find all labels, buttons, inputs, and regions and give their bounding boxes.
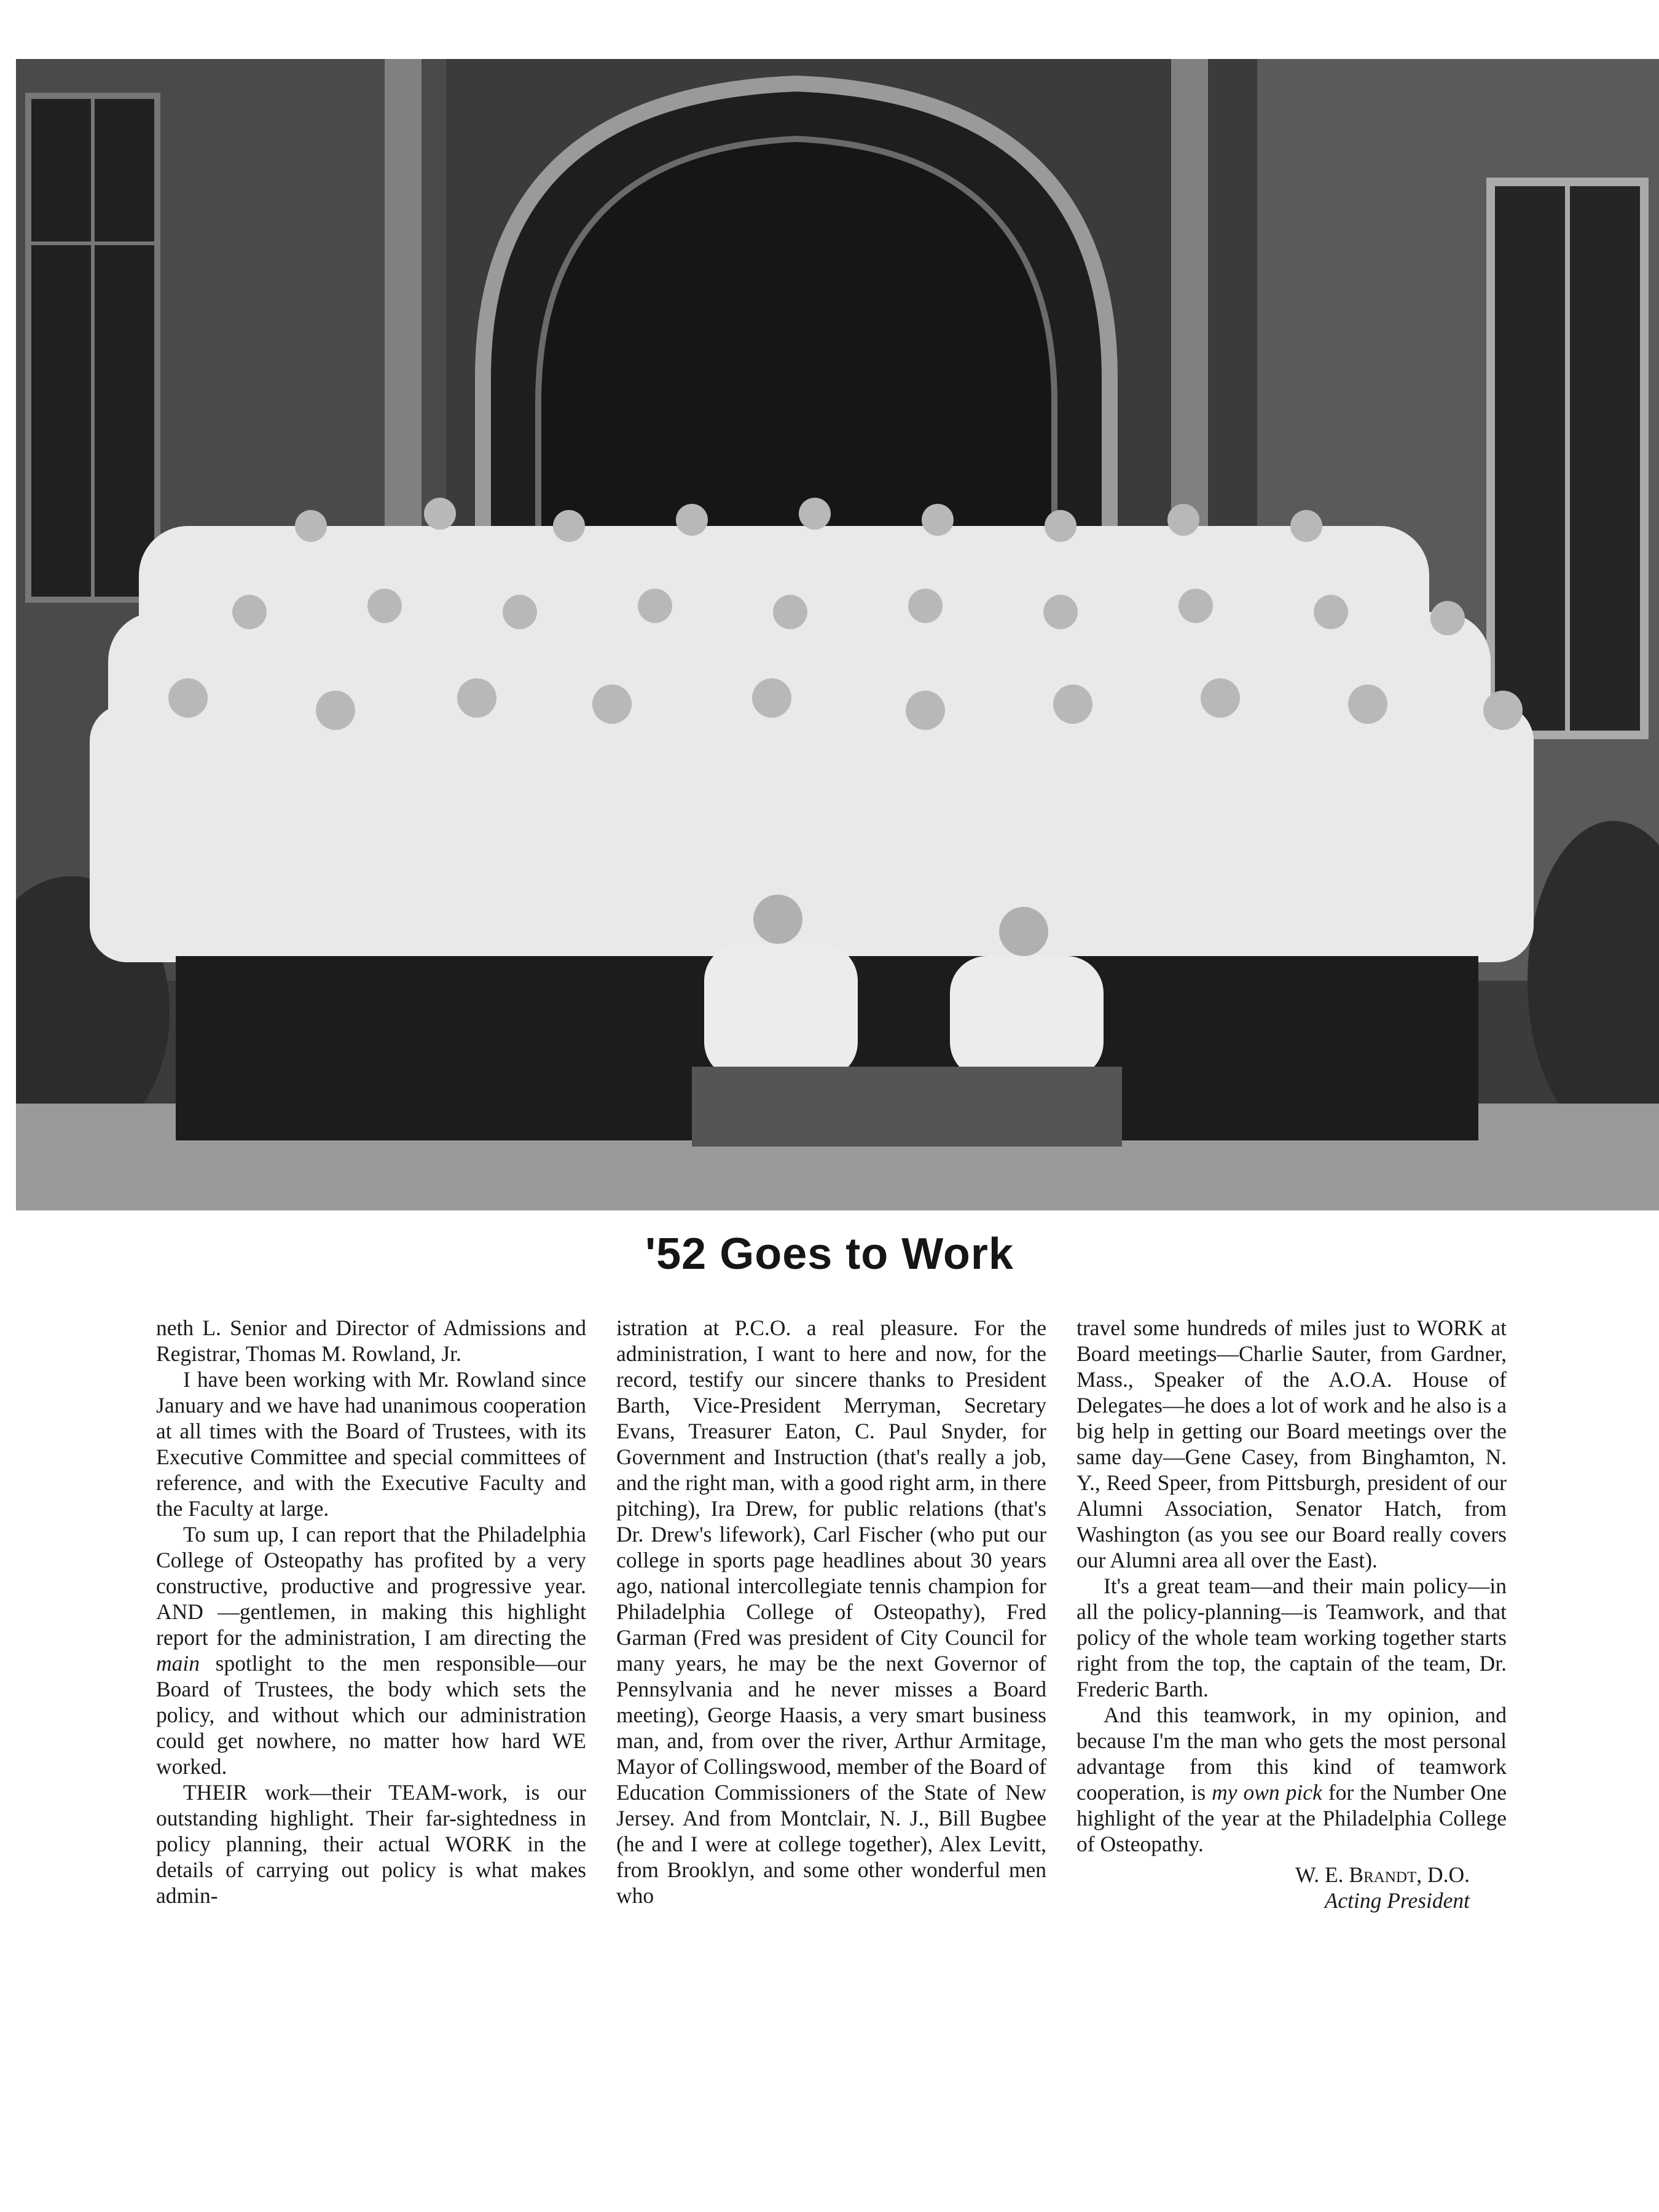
text-column-3	[1077, 1315, 1507, 1913]
paragraph: THEIR work—their TEAM-work, is our outstanding highlight. Their far-sightedness in policy planning, their actual WORK in the details of carrying out policy is what makes admin-	[156, 1780, 586, 1908]
signature-title: Acting President	[1324, 1888, 1470, 1913]
paragraph: And this teamwork, in my opinion, and because I'm the man who gets the most personal advantage from this kind of teamwork cooperation, is my own pick for the Number One highlight of the year at the Philadelphia College of Osteopathy.	[1077, 1703, 1507, 1856]
signature-name: W. E. Brandt, D.O.	[1295, 1862, 1470, 1887]
paragraph: I have been working with Mr. Rowland since January and we have had unanimous cooperation at all times with the Board of Trustees, with its Executive Committee and special committees of reference, and with the Executive Faculty and the Faculty at large.	[156, 1367, 586, 1521]
text-column-2	[616, 1315, 1046, 1908]
signature	[1077, 1862, 1507, 1913]
text-column-1	[156, 1315, 586, 1908]
paragraph: To sum up, I can report that the Philadelphia College of Osteopathy has profited by a very constructive, productive and progressive year. AND —gentlemen, in making this highlight report for the administration, I am directing the main spotlight to the men responsible—our Board of Trustees, the body which sets the policy, and without which our administration could get nowhere, no matter how hard WE worked.	[156, 1522, 586, 1779]
paragraph: travel some hundreds of miles just to WORK at Board meetings—Charlie Sauter, from Gardner, Mass., Speaker of the A.O.A. House of Delegates—he does a lot of work and he also is a big help in getting our Board meetings over the same day—Gene Casey, from Binghamton, N. Y., Reed Speer, from Pittsburgh, president of our Alumni Association, Senator Hatch, from Washington (as you see our Board really covers our Alumni area all over the East).	[1077, 1316, 1507, 1572]
group-photo	[16, 59, 1659, 1210]
paragraph: It's a great team—and their main policy—in all the policy-planning—is Teamwork, and that policy of the whole team working together starts right from the top, the captain of the team, Dr. Frederic Barth.	[1077, 1574, 1507, 1701]
paragraph: neth L. Senior and Director of Admissions and Registrar, Thomas M. Rowland, Jr.	[156, 1316, 586, 1366]
paragraph: istration at P.C.O. a real pleasure. For the administration, I want to here and now, for the record, testify our sincere thanks to President Barth, Vice-President Merryman, Secretary Evans, Treasurer Eaton, C. Paul Snyder, for Government and Instruction (that's really a job, and the right man, with a good right arm, in there pitching), Ira Drew, for public relations (that's Dr. Drew's lifework), Carl Fischer (who put our college in sports page headlines about 30 years ago, national intercollegiate tennis champion for Philadelphia College of Osteopathy), Fred Garman (Fred was president of City Council for many years, he may be the next Governor of Pennsylvania and he never misses a Board meeting), George Haasis, a very smart business man, and, from over the river, Arthur Armitage, Mayor of Collingswood, member of the Board of Education Commissioners of the State of New Jersey. And from Montclair, N. J., Bill Bugbee (he and I were at college together), Alex Levitt, from Brooklyn, and some other wonderful men who	[616, 1316, 1047, 1908]
headline: '52 Goes to Work	[645, 1230, 1014, 1279]
